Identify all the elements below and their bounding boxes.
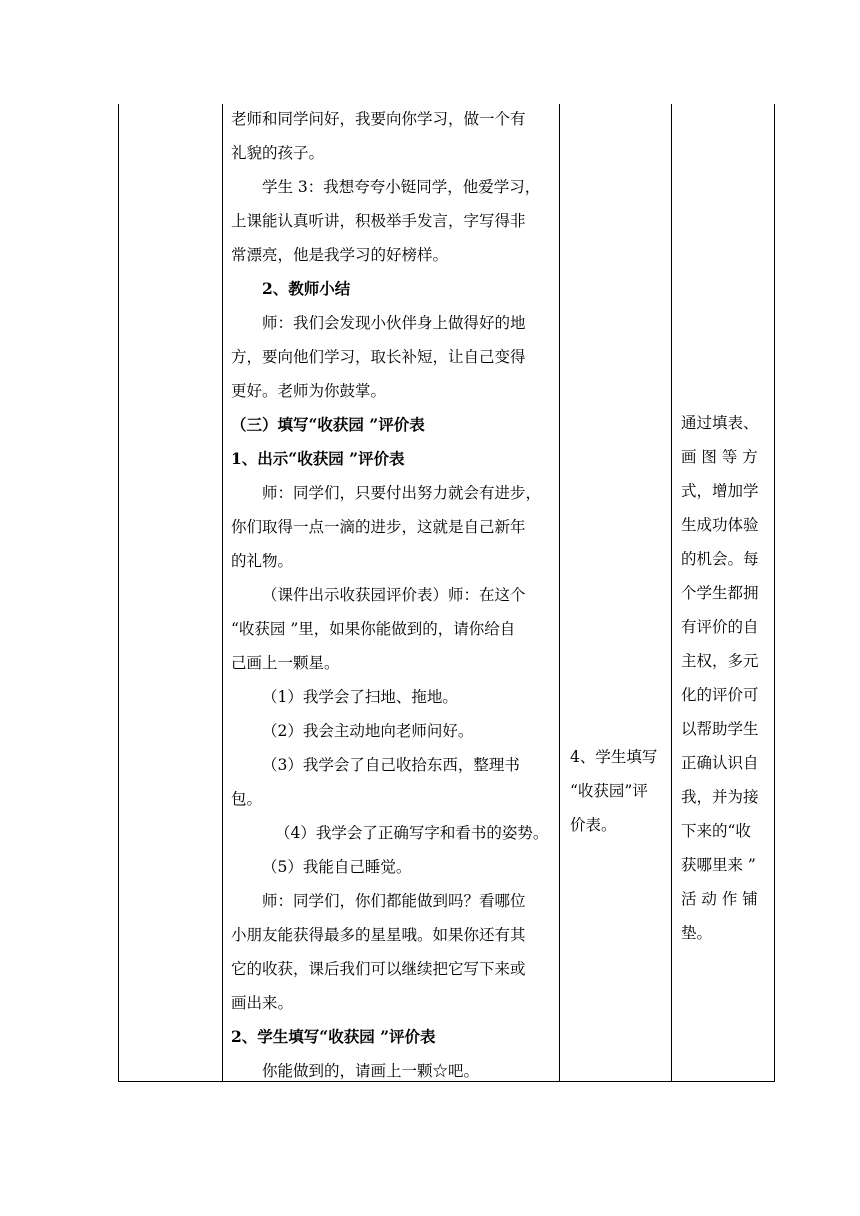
text-line: 价表。 [570, 816, 617, 834]
text-line: 师：同学们，你们都能做到吗？看哪位 [262, 892, 526, 910]
text-line: 式，增加学 [681, 482, 759, 500]
text-line: 正确认识自 [681, 754, 759, 772]
text-line: 老师和同学问好，我要向你学习，做一个有 [231, 110, 526, 128]
lesson-table [118, 104, 775, 1082]
text-line: 的机会。每 [681, 550, 759, 568]
text-line: 的礼物。 [231, 552, 294, 570]
checklist-item: （1）我学会了扫地、拖地。 [262, 688, 458, 706]
text-line: 画 图 等 方 [681, 448, 758, 466]
text-line: 常漂亮，他是我学习的好榜样。 [231, 246, 449, 264]
checklist-item: （2）我会主动地向老师问好。 [262, 722, 474, 740]
text-line: 更好。老师为你鼓掌。 [231, 382, 387, 400]
text-line: 生成功体验 [681, 516, 759, 534]
text-line: 师：同学们，只要付出努力就会有进步， [262, 484, 542, 502]
checklist-item: （3）我学会了自己收拾东西，整理书 [262, 756, 520, 774]
heading-student-fill: 2、学生填写“收获园 ”评价表 [231, 1027, 436, 1046]
text-line: 礼貌的孩子。 [231, 144, 325, 162]
text-line: 学生 3：我想夸夸小铤同学，他爱学习， [262, 178, 541, 196]
text-line: 我，并为接 [681, 788, 759, 806]
text-line: 小朋友能获得最多的星星哦。如果你还有其 [231, 926, 526, 944]
text-line: 获哪里来 ” [681, 856, 756, 874]
table-col-design-intent [672, 104, 774, 1081]
text-line: 下来的“收 [681, 822, 751, 840]
teaching-process-text [231, 102, 553, 1088]
text-line: 4、学生填写 [570, 748, 658, 766]
table-col-student-activity [560, 104, 672, 1081]
text-line: 上课能认真听讲，积极举手发言，字写得非 [231, 212, 526, 230]
text-line: 你能做到的，请画上一颗☆吧。 [262, 1062, 480, 1080]
text-line: 有评价的自 [681, 618, 759, 636]
text-line: 化的评价可 [681, 686, 759, 704]
text-line: 方，要向他们学习，取长补短，让自己变得 [231, 348, 526, 366]
text-line: 你们取得一点一滴的进步，这就是自己新年 [231, 518, 526, 536]
heading-teacher-summary: 2、教师小结 [262, 279, 351, 298]
text-line: “收获园 ”里，如果你能做到的，请你给自 [231, 620, 516, 638]
design-intent-text [681, 406, 768, 950]
text-line: 活 动 作 铺 [681, 890, 758, 908]
text-line: 个学生都拥 [681, 584, 759, 602]
text-line: 画出来。 [231, 994, 294, 1012]
text-line: 垫。 [681, 924, 713, 942]
text-line: 师：我们会发现小伙伴身上做得好的地 [262, 314, 526, 332]
table-col-empty [119, 104, 223, 1081]
text-line: 主权，多元 [681, 652, 759, 670]
heading-show-form: 1、出示“收获园 ”评价表 [231, 449, 405, 468]
checklist-item: （5）我能自己睡觉。 [262, 858, 412, 876]
text-line: 以帮助学生 [681, 720, 759, 738]
checklist-item: （4）我学会了正确写字和看书的姿势。 [275, 824, 549, 842]
checklist-item: 包。 [231, 790, 263, 808]
text-line: （课件出示收获园评价表）师：在这个 [262, 586, 526, 604]
text-line: “收获园”评 [570, 782, 648, 800]
heading-section-3: （三）填写“收获园 ”评价表 [231, 415, 425, 434]
student-activity-text [570, 740, 665, 842]
table-col-teaching-process [223, 104, 560, 1081]
text-line: 它的收获，课后我们可以继续把它写下来或 [231, 960, 526, 978]
text-line: 己画上一颗星。 [231, 654, 340, 672]
text-line: 通过填表、 [681, 414, 759, 432]
